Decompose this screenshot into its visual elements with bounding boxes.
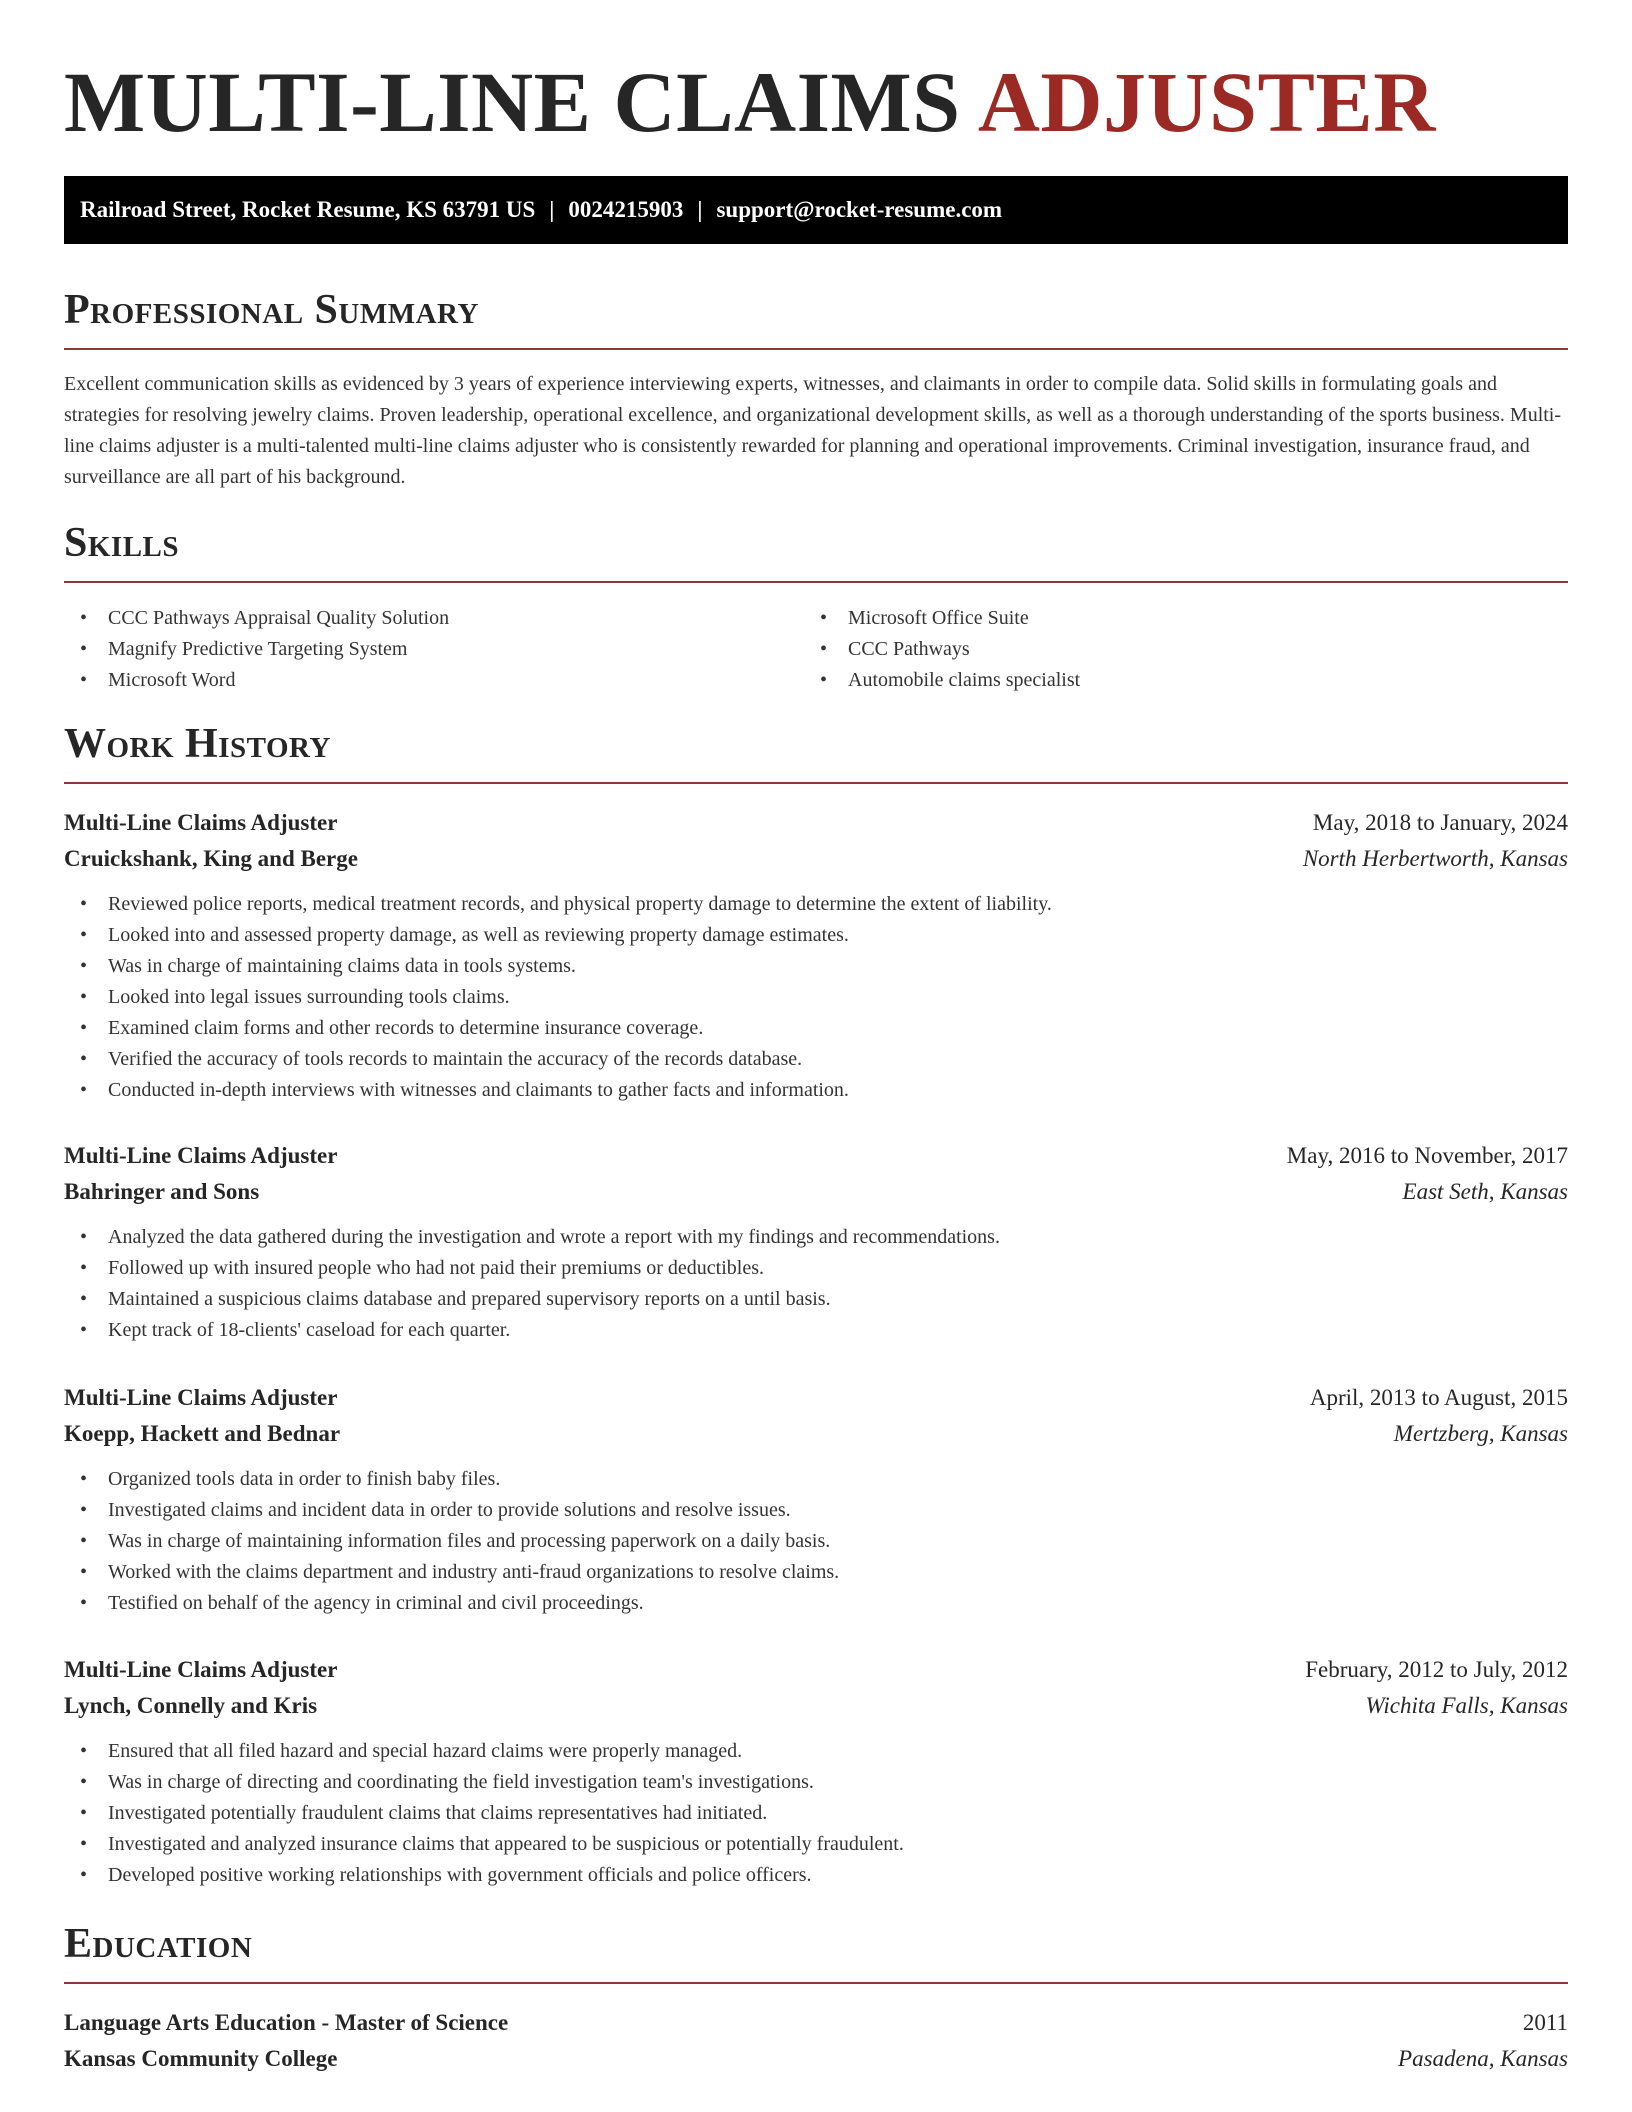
job-company: Cruickshank, King and Berge <box>64 846 358 871</box>
job-bullet: • Looked into and assessed property damage, as well as reviewing property damage estimates. <box>64 920 1568 951</box>
job-bullet: • Was in charge of maintaining information files and processing paperwork on a daily basis. <box>64 1526 1568 1557</box>
job-entry-row <box>64 841 1568 877</box>
job-entry-row <box>64 805 1568 841</box>
skills-section-header <box>64 517 1568 583</box>
skills-heading: Skills <box>64 520 180 566</box>
job-location: Mertzberg, Kansas <box>1393 1421 1568 1446</box>
skills-column-right <box>804 603 1544 696</box>
job-bullet: • Worked with the claims department and industry anti-fraud organizations to resolve claims. <box>64 1557 1568 1588</box>
job-entry-row <box>64 1380 1568 1416</box>
contact-separator: | <box>697 197 703 222</box>
job-company: Lynch, Connelly and Kris <box>64 1693 318 1718</box>
job-location: Wichita Falls, Kansas <box>1365 1693 1568 1718</box>
job-bullets <box>64 1736 1568 1891</box>
job-title: Multi-Line Claims Adjuster <box>64 810 338 835</box>
education-location: Pasadena, Kansas <box>1398 2046 1568 2071</box>
skill-item: • Automobile claims specialist <box>804 665 1544 696</box>
education-entry-row <box>64 2041 1568 2077</box>
contact-separator: | <box>549 197 555 222</box>
job-entry-row <box>64 1174 1568 1210</box>
job-entry <box>64 1652 1568 1891</box>
job-entry <box>64 1380 1568 1619</box>
work-heading: Work History <box>64 721 331 767</box>
job-bullets <box>64 889 1568 1106</box>
job-bullet: • Analyzed the data gathered during the investigation and wrote a report with my findings and recommendations. <box>64 1222 1568 1253</box>
skill-item: • Microsoft Office Suite <box>804 603 1544 634</box>
job-dates: May, 2016 to November, 2017 <box>1286 1143 1568 1168</box>
job-entry-row <box>64 1652 1568 1688</box>
title-main: MULTI-LINE CLAIMS <box>64 54 961 150</box>
job-bullet: • Reviewed police reports, medical treatment records, and physical property damage to determine the extent of liability. <box>64 889 1568 920</box>
skill-item: • Magnify Predictive Targeting System <box>64 634 804 665</box>
job-bullet: • Testified on behalf of the agency in criminal and civil proceedings. <box>64 1588 1568 1619</box>
job-bullets <box>64 1222 1568 1346</box>
skills-column-left <box>64 603 804 696</box>
job-entry-row <box>64 1138 1568 1174</box>
job-dates: February, 2012 to July, 2012 <box>1305 1657 1568 1682</box>
summary-section-header <box>64 284 1568 350</box>
job-title: Multi-Line Claims Adjuster <box>64 1657 338 1682</box>
job-entry-row <box>64 1688 1568 1724</box>
job-entry <box>64 805 1568 1106</box>
job-dates: May, 2018 to January, 2024 <box>1312 810 1568 835</box>
job-bullet: • Verified the accuracy of tools records to maintain the accuracy of the records database. <box>64 1044 1568 1075</box>
resume-title <box>64 52 1436 152</box>
job-bullet: • Developed positive working relationships with government officials and police officers. <box>64 1860 1568 1891</box>
job-bullet: • Examined claim forms and other records to determine insurance coverage. <box>64 1013 1568 1044</box>
education-section-header <box>64 1918 1568 1984</box>
job-bullet: • Maintained a suspicious claims database and prepared supervisory reports on a until basis. <box>64 1284 1568 1315</box>
job-bullet: • Was in charge of directing and coordinating the field investigation team's investigations. <box>64 1767 1568 1798</box>
contact-bar <box>64 176 1568 244</box>
education-degree: Language Arts Education - Master of Science <box>64 2010 509 2035</box>
job-bullet: • Conducted in-depth interviews with witnesses and claimants to gather facts and information. <box>64 1075 1568 1106</box>
job-title: Multi-Line Claims Adjuster <box>64 1143 338 1168</box>
job-company: Koepp, Hackett and Bednar <box>64 1421 341 1446</box>
contact-phone: 0024215903 <box>568 197 684 222</box>
skills-list <box>64 603 1568 696</box>
job-bullet: • Ensured that all filed hazard and special hazard claims were properly managed. <box>64 1736 1568 1767</box>
job-entry <box>64 1138 1568 1346</box>
summary-text: Excellent communication skills as evidenced by 3 years of experience interviewing experts, witnesses, and claimants in order to compile data. Solid skills in formulating goals and strategies for resolving jewelry claims. Proven leadership, operational excellence, and organizational development skills, as well as a thorough understanding of the sports business. Multi-line claims adjuster is a multi-talented multi-line claims adjuster who is consistently rewarded for planning and operational improvements. Criminal investigation, insurance fraud, and surveillance are all part of his background. <box>64 373 1562 488</box>
job-bullet: • Looked into legal issues surrounding tools claims. <box>64 982 1568 1013</box>
title-accent: ADJUSTER <box>977 54 1436 150</box>
work-section-header <box>64 718 1568 784</box>
summary-heading: Professional Summary <box>64 287 479 333</box>
skill-item: • CCC Pathways Appraisal Quality Solution <box>64 603 804 634</box>
job-dates: April, 2013 to August, 2015 <box>1309 1385 1568 1410</box>
job-bullet: • Organized tools data in order to finish baby files. <box>64 1464 1568 1495</box>
job-bullets <box>64 1464 1568 1619</box>
skill-item: • CCC Pathways <box>804 634 1544 665</box>
job-bullet: • Followed up with insured people who had not paid their premiums or deductibles. <box>64 1253 1568 1284</box>
education-school: Kansas Community College <box>64 2046 338 2071</box>
job-bullet: • Investigated and analyzed insurance claims that appeared to be suspicious or potentially fraudulent. <box>64 1829 1568 1860</box>
education-year: 2011 <box>1522 2010 1568 2035</box>
job-title: Multi-Line Claims Adjuster <box>64 1385 338 1410</box>
job-entry-row <box>64 1416 1568 1452</box>
skill-item: • Microsoft Word <box>64 665 804 696</box>
job-company: Bahringer and Sons <box>64 1179 260 1204</box>
job-bullet: • Was in charge of maintaining claims data in tools systems. <box>64 951 1568 982</box>
education-heading: Education <box>64 1921 253 1967</box>
job-location: East Seth, Kansas <box>1402 1179 1568 1204</box>
contact-address: Railroad Street, Rocket Resume, KS 63791 US <box>80 197 536 222</box>
education-entry-row <box>64 2005 1568 2041</box>
job-bullet: • Kept track of 18-clients' caseload for each quarter. <box>64 1315 1568 1346</box>
job-bullet: • Investigated claims and incident data in order to provide solutions and resolve issues. <box>64 1495 1568 1526</box>
contact-email[interactable]: support@rocket-resume.com <box>716 197 1003 222</box>
education-entry <box>64 2005 1568 2077</box>
job-bullet: • Investigated potentially fraudulent claims that claims representatives had initiated. <box>64 1798 1568 1829</box>
job-location: North Herbertworth, Kansas <box>1302 846 1568 871</box>
